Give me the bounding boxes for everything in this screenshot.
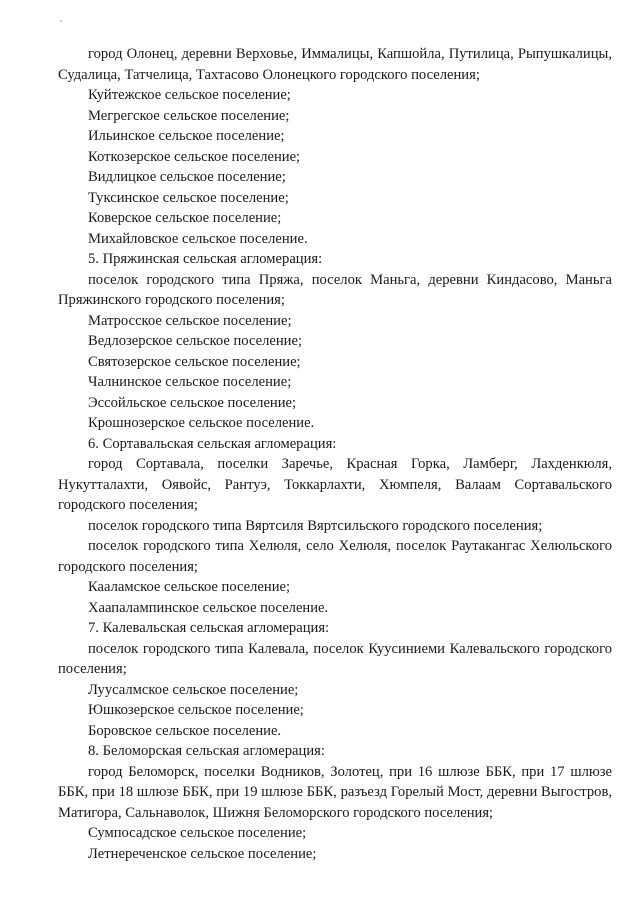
paragraph-kotkozerskoe: Коткозерское сельское поселение; — [88, 148, 301, 165]
section-heading-8: 8. Беломорская сельская агломерация: — [88, 743, 325, 759]
paragraph-kalevala: поселок городского типа Калевала, поселок Куусиниеми Калевальского городского поселения; — [58, 640, 612, 677]
paragraph-tuksinskoe: Туксинское сельское поселение; — [88, 189, 289, 206]
paragraph-yushkozerskoe: Юшкозерское сельское поселение; — [88, 702, 304, 718]
paragraph-sortavala: город Сортавала, поселки Заречье, Красная Горка, Ламберг, Лахденкюля, Нукутталахти, Оявойс, Рантуэ, Токкарлахти, Хюмпеля, Валаам Сортавальского городского поселения; — [58, 456, 612, 513]
paragraph-belomorsk: город Беломорск, поселки Водников, Золотец, при 16 шлюзе ББК, при 17 шлюзе ББК, при 18 шлюзе ББК, при 19 шлюзе ББК, разъезд Горелый Мост, деревни Выгостров, Матигора, Сальнаволок, Шижня Беломорского городского поселения; — [58, 763, 612, 821]
paragraph-khaapalampinskoe: Хаапалампинское сельское поселение. — [88, 599, 329, 616]
paragraph-kaalamskoe: Кааламское сельское поселение; — [88, 579, 291, 595]
paragraph-vidlitskoe: Видлицкое сельское поселение; — [88, 169, 286, 185]
paragraph-pryazha: поселок городского типа Пряжа, поселок Маньга, деревни Киндасово, Маньга Пряжинского городского поселения; — [58, 271, 612, 308]
paragraph-chalninskoe: Чалнинское сельское поселение; — [88, 374, 292, 390]
paragraph-letnerechenskoe: Летнереченское сельское поселение; — [88, 845, 317, 862]
paragraph-essoylskoe: Эссойльское сельское поселение; — [88, 394, 297, 411]
section-heading-5: 5. Пряжинская сельская агломерация: — [88, 251, 323, 267]
paragraph-ilinskoe: Ильинское сельское поселение; — [88, 128, 285, 144]
document-body — [58, 44, 612, 864]
paragraph-khelyulya: поселок городского типа Хелюля, село Хелюля, поселок Раутакангас Хелюльского городского поселения; — [58, 538, 612, 575]
paragraph-mikhaylovskoe: Михайловское сельское поселение. — [88, 230, 308, 247]
section-heading-7: 7. Калевальская сельская агломерация: — [88, 620, 330, 636]
paragraph-koverskoe: Коверское сельское поселение; — [88, 210, 282, 226]
scan-speck — [60, 20, 62, 22]
paragraph-vyartsilya: поселок городского типа Вяртсиля Вяртсильского городского поселения; — [88, 517, 543, 534]
paragraph-luusalmskoe: Луусалмское сельское поселение; — [88, 681, 299, 698]
paragraph-matrosskoe: Матросское сельское поселение; — [88, 312, 292, 329]
section-heading-6: 6. Сортавальская сельская агломерация: — [88, 435, 337, 452]
paragraph-olonets-city: город Олонец, деревни Верховье, Иммалицы, Капшойла, Путилица, Рыпушкалицы, Судалица, Татчелица, Тахтасово Олонецкого городского поселения; — [58, 46, 612, 83]
paragraph-megregskoe: Мегрегское сельское поселение; — [88, 107, 290, 124]
paragraph-vedlozerskoe: Ведлозерское сельское поселение; — [88, 333, 303, 349]
paragraph-borovskoe: Боровское сельское поселение. — [88, 722, 282, 739]
paragraph-kuytezhskoe: Куйтежское сельское поселение; — [88, 87, 291, 103]
paragraph-kroshnozerskoe: Крошнозерское сельское поселение. — [88, 415, 315, 431]
paragraph-sumposadskoe: Сумпосадское сельское поселение; — [88, 825, 307, 841]
paragraph-svyatozerskoe: Святозерское сельское поселение; — [88, 353, 301, 370]
